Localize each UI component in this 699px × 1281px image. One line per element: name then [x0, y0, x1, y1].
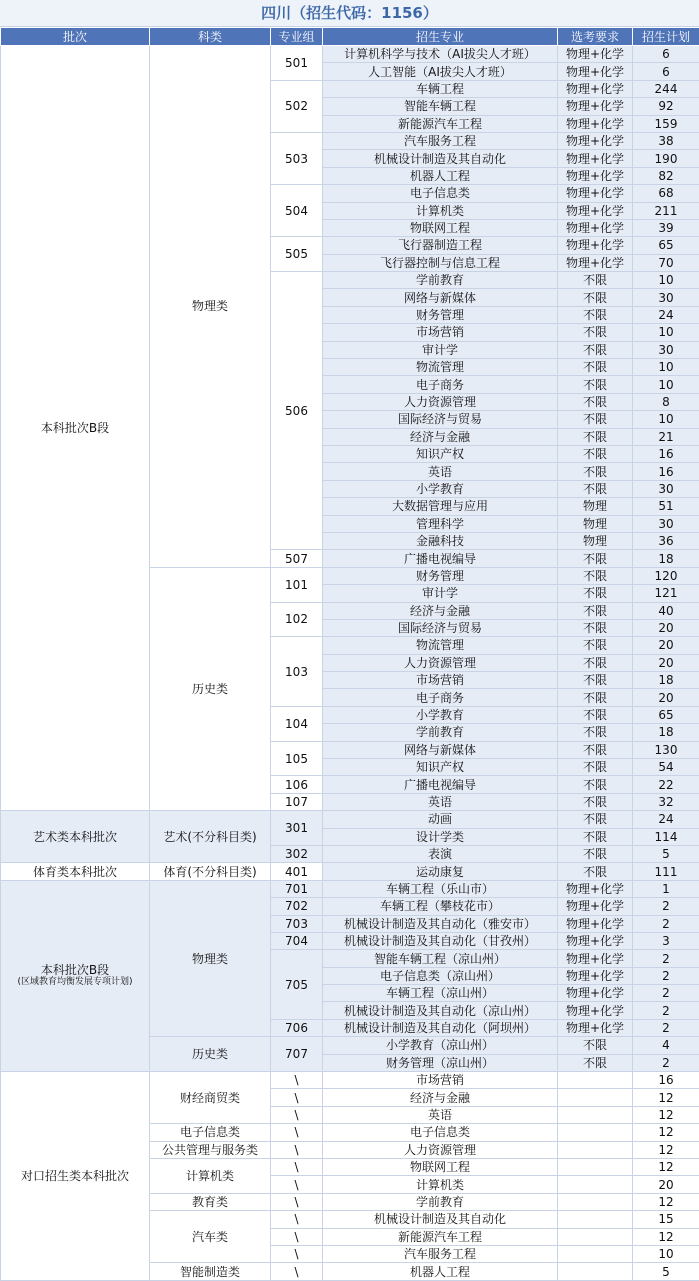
- requirement-cell: 物理+化学: [558, 915, 633, 932]
- plan-cell: 12: [633, 1159, 699, 1176]
- plan-cell: 65: [633, 706, 699, 723]
- plan-cell: 4: [633, 1037, 699, 1054]
- requirement-cell: 不限: [558, 706, 633, 723]
- group-code-cell: 104: [271, 706, 323, 741]
- requirement-cell: [558, 1159, 633, 1176]
- requirement-cell: 不限: [558, 602, 633, 619]
- major-cell: 人力资源管理: [323, 1141, 558, 1158]
- major-cell: 广播电视编导: [323, 776, 558, 793]
- major-cell: 机器人工程: [323, 167, 558, 184]
- requirement-cell: 不限: [558, 845, 633, 862]
- major-cell: 车辆工程: [323, 80, 558, 97]
- requirement-cell: 不限: [558, 306, 633, 323]
- category-cell: 电子信息类: [150, 1124, 271, 1141]
- batch-cell: 艺术类本科批次: [1, 811, 150, 863]
- major-cell: 小学教育: [323, 480, 558, 497]
- requirement-cell: 不限: [558, 793, 633, 810]
- requirement-cell: 物理+化学: [558, 898, 633, 915]
- header-major: 招生专业: [323, 28, 558, 46]
- requirement-cell: [558, 1089, 633, 1106]
- plan-cell: 68: [633, 185, 699, 202]
- major-cell: 审计学: [323, 585, 558, 602]
- major-cell: 小学教育（凉山州）: [323, 1037, 558, 1054]
- plan-cell: 16: [633, 445, 699, 462]
- requirement-cell: 物理+化学: [558, 1019, 633, 1036]
- plan-cell: 30: [633, 289, 699, 306]
- category-cell: 财经商贸类: [150, 1072, 271, 1124]
- major-cell: 设计学类: [323, 828, 558, 845]
- plan-cell: 39: [633, 219, 699, 236]
- plan-cell: 18: [633, 724, 699, 741]
- group-code-cell: 105: [271, 741, 323, 776]
- plan-cell: 20: [633, 637, 699, 654]
- header-row: [1, 28, 699, 46]
- plan-cell: 20: [633, 654, 699, 671]
- plan-cell: 10: [633, 324, 699, 341]
- batch-cell: [1, 880, 150, 1071]
- plan-cell: 40: [633, 602, 699, 619]
- major-cell: 知识产权: [323, 445, 558, 462]
- requirement-cell: 不限: [558, 393, 633, 410]
- requirement-cell: 不限: [558, 828, 633, 845]
- group-code-cell: \: [271, 1106, 323, 1123]
- major-cell: 汽车服务工程: [323, 1245, 558, 1262]
- requirement-cell: [558, 1245, 633, 1262]
- major-cell: 表演: [323, 845, 558, 862]
- requirement-cell: 物理+化学: [558, 202, 633, 219]
- major-cell: 人力资源管理: [323, 654, 558, 671]
- plan-cell: 20: [633, 689, 699, 706]
- plan-cell: 18: [633, 672, 699, 689]
- plan-cell: 24: [633, 811, 699, 828]
- requirement-cell: 物理+化学: [558, 985, 633, 1002]
- plan-cell: 65: [633, 237, 699, 254]
- requirement-cell: 物理+化学: [558, 46, 633, 63]
- plan-cell: 70: [633, 254, 699, 271]
- major-cell: 运动康复: [323, 863, 558, 880]
- requirement-cell: 不限: [558, 324, 633, 341]
- plan-cell: 82: [633, 167, 699, 184]
- requirement-cell: 不限: [558, 359, 633, 376]
- requirement-cell: 物理+化学: [558, 967, 633, 984]
- requirement-cell: 不限: [558, 411, 633, 428]
- table-row: [1, 46, 699, 63]
- batch-cell: 体育类本科批次: [1, 863, 150, 880]
- plan-cell: 2: [633, 915, 699, 932]
- group-code-cell: 107: [271, 793, 323, 810]
- plan-cell: 6: [633, 46, 699, 63]
- major-cell: 飞行器制造工程: [323, 237, 558, 254]
- plan-cell: 10: [633, 1245, 699, 1262]
- major-cell: 机械设计制造及其自动化（甘孜州）: [323, 932, 558, 949]
- group-code-cell: \: [271, 1263, 323, 1280]
- group-code-cell: 401: [271, 863, 323, 880]
- requirement-cell: 不限: [558, 724, 633, 741]
- plan-cell: 10: [633, 411, 699, 428]
- group-code-cell: 703: [271, 915, 323, 932]
- batch-cell: 对口招生类本科批次: [1, 1072, 150, 1281]
- plan-cell: 120: [633, 567, 699, 584]
- group-code-cell: \: [271, 1124, 323, 1141]
- requirement-cell: 物理+化学: [558, 237, 633, 254]
- table-row: [1, 863, 699, 880]
- requirement-cell: 不限: [558, 759, 633, 776]
- category-cell: 历史类: [150, 567, 271, 810]
- group-code-cell: 707: [271, 1037, 323, 1072]
- plan-cell: 12: [633, 1228, 699, 1245]
- major-cell: 电子信息类: [323, 1124, 558, 1141]
- group-code-cell: \: [271, 1141, 323, 1158]
- plan-cell: 12: [633, 1124, 699, 1141]
- major-cell: 市场营销: [323, 324, 558, 341]
- major-cell: 英语: [323, 1106, 558, 1123]
- category-cell: 艺术(不分科目类): [150, 811, 271, 863]
- header-batch: 批次: [1, 28, 150, 46]
- major-cell: 计算机科学与技术（AI拔尖人才班）: [323, 46, 558, 63]
- plan-cell: 5: [633, 845, 699, 862]
- requirement-cell: 物理+化学: [558, 950, 633, 967]
- requirement-cell: 不限: [558, 341, 633, 358]
- plan-cell: 10: [633, 359, 699, 376]
- major-cell: 英语: [323, 793, 558, 810]
- major-cell: 车辆工程（攀枝花市）: [323, 898, 558, 915]
- requirement-cell: 不限: [558, 1054, 633, 1071]
- group-code-cell: \: [271, 1245, 323, 1262]
- requirement-cell: 物理+化学: [558, 80, 633, 97]
- major-cell: 网络与新媒体: [323, 289, 558, 306]
- requirement-cell: 不限: [558, 376, 633, 393]
- major-cell: 智能车辆工程（凉山州）: [323, 950, 558, 967]
- requirement-cell: 不限: [558, 619, 633, 636]
- major-cell: 学前教育: [323, 724, 558, 741]
- plan-cell: 20: [633, 1176, 699, 1193]
- plan-cell: 30: [633, 480, 699, 497]
- requirement-cell: 不限: [558, 863, 633, 880]
- plan-cell: 36: [633, 532, 699, 549]
- category-cell: 教育类: [150, 1193, 271, 1210]
- plan-cell: 1: [633, 880, 699, 897]
- requirement-cell: 不限: [558, 741, 633, 758]
- major-cell: 管理科学: [323, 515, 558, 532]
- plan-cell: 32: [633, 793, 699, 810]
- table-row: [1, 1072, 699, 1089]
- group-code-cell: 102: [271, 602, 323, 637]
- requirement-cell: 不限: [558, 1037, 633, 1054]
- batch-note: (区域教育均衡发展专项计划): [1, 977, 149, 988]
- group-code-cell: 702: [271, 898, 323, 915]
- plan-cell: 2: [633, 1054, 699, 1071]
- plan-cell: 51: [633, 498, 699, 515]
- group-code-cell: 705: [271, 950, 323, 1020]
- batch-label: 本科批次B段: [1, 963, 149, 977]
- plan-cell: 114: [633, 828, 699, 845]
- plan-cell: 2: [633, 898, 699, 915]
- plan-cell: 16: [633, 1072, 699, 1089]
- group-code-cell: 506: [271, 272, 323, 550]
- plan-cell: 5: [633, 1263, 699, 1280]
- group-code-cell: 103: [271, 637, 323, 707]
- major-cell: 人力资源管理: [323, 393, 558, 410]
- page-title: 四川（招生代码：1156）: [0, 0, 699, 27]
- requirement-cell: [558, 1193, 633, 1210]
- requirement-cell: [558, 1228, 633, 1245]
- major-cell: 大数据管理与应用: [323, 498, 558, 515]
- group-code-cell: 101: [271, 567, 323, 602]
- major-cell: 车辆工程（乐山市）: [323, 880, 558, 897]
- requirement-cell: 物理: [558, 515, 633, 532]
- major-cell: 财务管理: [323, 567, 558, 584]
- group-code-cell: 505: [271, 237, 323, 272]
- major-cell: 新能源汽车工程: [323, 1228, 558, 1245]
- requirement-cell: 不限: [558, 672, 633, 689]
- group-code-cell: 501: [271, 46, 323, 81]
- group-code-cell: \: [271, 1176, 323, 1193]
- plan-cell: 2: [633, 950, 699, 967]
- plan-cell: 22: [633, 776, 699, 793]
- major-cell: 学前教育: [323, 272, 558, 289]
- header-plan: 招生计划: [633, 28, 699, 46]
- requirement-cell: [558, 1176, 633, 1193]
- major-cell: 小学教育: [323, 706, 558, 723]
- category-cell: 汽车类: [150, 1211, 271, 1263]
- requirement-cell: 物理+化学: [558, 132, 633, 149]
- major-cell: 金融科技: [323, 532, 558, 549]
- plan-cell: 190: [633, 150, 699, 167]
- plan-cell: 54: [633, 759, 699, 776]
- requirement-cell: 物理+化学: [558, 219, 633, 236]
- batch-cell: 本科批次B段: [1, 46, 150, 811]
- requirement-cell: 不限: [558, 289, 633, 306]
- requirement-cell: [558, 1263, 633, 1280]
- major-cell: 经济与金融: [323, 428, 558, 445]
- requirement-cell: 物理: [558, 498, 633, 515]
- requirement-cell: 不限: [558, 637, 633, 654]
- major-cell: 飞行器控制与信息工程: [323, 254, 558, 271]
- requirement-cell: 不限: [558, 811, 633, 828]
- group-code-cell: \: [271, 1193, 323, 1210]
- major-cell: 计算机类: [323, 202, 558, 219]
- major-cell: 计算机类: [323, 1176, 558, 1193]
- requirement-cell: [558, 1072, 633, 1089]
- requirement-cell: 不限: [558, 689, 633, 706]
- requirement-cell: [558, 1141, 633, 1158]
- requirement-cell: 不限: [558, 550, 633, 567]
- requirement-cell: 物理+化学: [558, 254, 633, 271]
- requirement-cell: [558, 1106, 633, 1123]
- group-code-cell: \: [271, 1228, 323, 1245]
- major-cell: 国际经济与贸易: [323, 619, 558, 636]
- major-cell: 审计学: [323, 341, 558, 358]
- plan-cell: 12: [633, 1193, 699, 1210]
- requirement-cell: 物理+化学: [558, 167, 633, 184]
- major-cell: 电子商务: [323, 689, 558, 706]
- plan-cell: 2: [633, 1019, 699, 1036]
- plan-cell: 2: [633, 985, 699, 1002]
- group-code-cell: 302: [271, 845, 323, 862]
- major-cell: 经济与金融: [323, 602, 558, 619]
- requirement-cell: 不限: [558, 654, 633, 671]
- table-row: [1, 811, 699, 828]
- requirement-cell: 不限: [558, 480, 633, 497]
- category-cell: 物理类: [150, 46, 271, 568]
- requirement-cell: 不限: [558, 776, 633, 793]
- major-cell: 电子信息类: [323, 185, 558, 202]
- group-code-cell: 704: [271, 932, 323, 949]
- major-cell: 人工智能（AI拔尖人才班）: [323, 63, 558, 80]
- major-cell: 物联网工程: [323, 219, 558, 236]
- group-code-cell: \: [271, 1159, 323, 1176]
- requirement-cell: 不限: [558, 567, 633, 584]
- requirement-cell: 不限: [558, 445, 633, 462]
- plan-cell: 2: [633, 967, 699, 984]
- requirement-cell: 物理: [558, 532, 633, 549]
- group-code-cell: \: [271, 1211, 323, 1228]
- plan-cell: 6: [633, 63, 699, 80]
- requirement-cell: 不限: [558, 585, 633, 602]
- group-code-cell: \: [271, 1089, 323, 1106]
- plan-cell: 130: [633, 741, 699, 758]
- major-cell: 财务管理（凉山州）: [323, 1054, 558, 1071]
- major-cell: 市场营销: [323, 1072, 558, 1089]
- category-cell: 体育(不分科目类): [150, 863, 271, 880]
- requirement-cell: 不限: [558, 428, 633, 445]
- major-cell: 汽车服务工程: [323, 132, 558, 149]
- group-code-cell: 507: [271, 550, 323, 567]
- plan-cell: 159: [633, 115, 699, 132]
- requirement-cell: 物理+化学: [558, 98, 633, 115]
- major-cell: 广播电视编导: [323, 550, 558, 567]
- plan-cell: 2: [633, 1002, 699, 1019]
- plan-cell: 12: [633, 1141, 699, 1158]
- requirement-cell: 不限: [558, 463, 633, 480]
- category-cell: 智能制造类: [150, 1263, 271, 1280]
- major-cell: 机械设计制造及其自动化（雅安市）: [323, 915, 558, 932]
- plan-cell: 38: [633, 132, 699, 149]
- group-code-cell: \: [271, 1072, 323, 1089]
- plan-cell: 30: [633, 515, 699, 532]
- major-cell: 国际经济与贸易: [323, 411, 558, 428]
- requirement-cell: 物理+化学: [558, 932, 633, 949]
- major-cell: 智能车辆工程: [323, 98, 558, 115]
- plan-cell: 15: [633, 1211, 699, 1228]
- group-code-cell: 106: [271, 776, 323, 793]
- major-cell: 机械设计制造及其自动化: [323, 1211, 558, 1228]
- plan-cell: 12: [633, 1106, 699, 1123]
- major-cell: 机械设计制造及其自动化: [323, 150, 558, 167]
- requirement-cell: 物理+化学: [558, 185, 633, 202]
- header-category: 科类: [150, 28, 271, 46]
- plan-cell: 18: [633, 550, 699, 567]
- plan-cell: 10: [633, 272, 699, 289]
- plan-cell: 3: [633, 932, 699, 949]
- requirement-cell: 物理+化学: [558, 880, 633, 897]
- major-cell: 动画: [323, 811, 558, 828]
- plan-cell: 111: [633, 863, 699, 880]
- major-cell: 机械设计制造及其自动化（凉山州）: [323, 1002, 558, 1019]
- major-cell: 英语: [323, 463, 558, 480]
- major-cell: 知识产权: [323, 759, 558, 776]
- group-code-cell: 301: [271, 811, 323, 846]
- plan-cell: 21: [633, 428, 699, 445]
- major-cell: 市场营销: [323, 672, 558, 689]
- requirement-cell: 不限: [558, 272, 633, 289]
- plan-cell: 92: [633, 98, 699, 115]
- group-code-cell: 504: [271, 185, 323, 237]
- major-cell: 电子商务: [323, 376, 558, 393]
- major-cell: 物联网工程: [323, 1159, 558, 1176]
- major-cell: 经济与金融: [323, 1089, 558, 1106]
- major-cell: 物流管理: [323, 359, 558, 376]
- major-cell: 网络与新媒体: [323, 741, 558, 758]
- major-cell: 机器人工程: [323, 1263, 558, 1280]
- group-code-cell: 503: [271, 132, 323, 184]
- plan-cell: 8: [633, 393, 699, 410]
- group-code-cell: 502: [271, 80, 323, 132]
- admission-table: [0, 27, 699, 1281]
- major-cell: 学前教育: [323, 1193, 558, 1210]
- major-cell: 车辆工程（凉山州）: [323, 985, 558, 1002]
- requirement-cell: 物理+化学: [558, 150, 633, 167]
- plan-cell: 20: [633, 619, 699, 636]
- category-cell: 历史类: [150, 1037, 271, 1072]
- plan-cell: 121: [633, 585, 699, 602]
- category-cell: 公共管理与服务类: [150, 1141, 271, 1158]
- major-cell: 机械设计制造及其自动化（阿坝州）: [323, 1019, 558, 1036]
- category-cell: 计算机类: [150, 1159, 271, 1194]
- plan-cell: 211: [633, 202, 699, 219]
- plan-cell: 24: [633, 306, 699, 323]
- header-group: 专业组: [271, 28, 323, 46]
- major-cell: 新能源汽车工程: [323, 115, 558, 132]
- group-code-cell: 701: [271, 880, 323, 897]
- header-requirement: 选考要求: [558, 28, 633, 46]
- plan-cell: 10: [633, 376, 699, 393]
- major-cell: 财务管理: [323, 306, 558, 323]
- requirement-cell: 物理+化学: [558, 63, 633, 80]
- requirement-cell: [558, 1124, 633, 1141]
- major-cell: 物流管理: [323, 637, 558, 654]
- plan-cell: 12: [633, 1089, 699, 1106]
- plan-cell: 30: [633, 341, 699, 358]
- major-cell: 电子信息类（凉山州）: [323, 967, 558, 984]
- requirement-cell: [558, 1211, 633, 1228]
- plan-cell: 244: [633, 80, 699, 97]
- plan-cell: 16: [633, 463, 699, 480]
- requirement-cell: 物理+化学: [558, 1002, 633, 1019]
- requirement-cell: 物理+化学: [558, 115, 633, 132]
- table-row: [1, 880, 699, 897]
- category-cell: 物理类: [150, 880, 271, 1037]
- group-code-cell: 706: [271, 1019, 323, 1036]
